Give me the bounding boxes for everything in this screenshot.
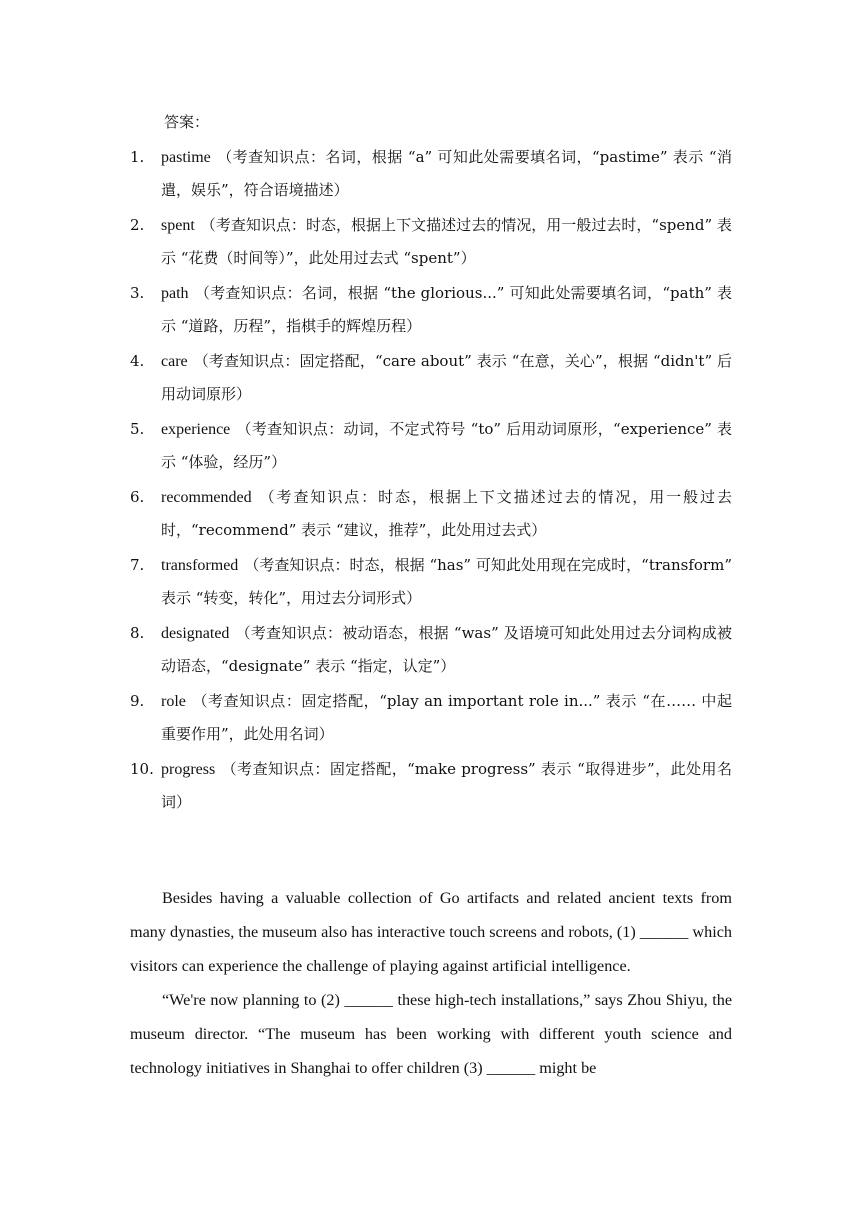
answer-item — [130, 481, 732, 547]
answer-number: 3. — [130, 284, 145, 302]
answer-word: recommended — [161, 489, 252, 506]
answer-word: experience — [161, 421, 231, 438]
answer-number: 6. — [130, 488, 145, 506]
passage-paragraph: Besides having a valuable collection of Go artifacts and related ancient texts from many dynasties, the museum also has interactive touch screens and robots, (1) ______ which visitors can experience the challenge of playing against artificial intelligence. — [130, 889, 732, 975]
answer-word: progress — [161, 761, 216, 778]
answer-number: 8. — [130, 624, 145, 642]
answer-item — [130, 413, 732, 479]
answer-item — [130, 209, 732, 275]
answer-list — [130, 141, 732, 821]
answer-number: 2. — [130, 216, 145, 234]
answer-item — [130, 345, 732, 411]
answer-item — [130, 617, 732, 683]
answer-explanation: （考查知识点：时态，根据上下文描述过去的情况，用一般过去时，“recommend” 表示 “建议，推荐”，此处用过去式） — [161, 488, 732, 539]
answer-item — [130, 141, 732, 207]
answer-explanation: （考查知识点：被动语态，根据 “was” 及语境可知此处用过去分词构成被动语态，“designate” 表示 “指定，认定”） — [161, 624, 732, 675]
answer-number: 1. — [130, 148, 145, 166]
answer-number: 4. — [130, 352, 145, 370]
answer-number: 7. — [130, 556, 145, 574]
answer-word: pastime — [161, 149, 211, 166]
answer-word: designated — [161, 625, 230, 642]
answer-number: 10. — [130, 760, 154, 778]
answer-item — [130, 753, 732, 819]
answer-heading: 答案： — [164, 113, 210, 131]
answer-explanation: （考查知识点：固定搭配，“make progress” 表示 “取得进步”，此处用名词） — [161, 760, 732, 811]
answer-number: 5. — [130, 420, 145, 438]
answer-explanation: （考查知识点：名词，根据 “a” 可知此处需要填名词，“pastime” 表示 “消遣，娱乐”，符合语境描述） — [161, 148, 732, 199]
passage-paragraph: “We're now planning to (2) ______ these high-tech installations,” says Zhou Shiyu, the museum director. “The museum has been working with different youth science and technology initiatives in Shanghai to offer children (3) ______ might be — [130, 991, 732, 1077]
answer-word: spent — [161, 217, 195, 234]
answer-word: care — [161, 353, 188, 370]
answer-word: role — [161, 693, 186, 710]
answer-word: path — [161, 285, 189, 302]
answer-explanation: （考查知识点：动词，不定式符号 “to” 后用动词原形，“experience” 表示 “体验，经历”） — [161, 420, 732, 471]
answer-number: 9. — [130, 692, 145, 710]
answer-item — [130, 685, 732, 751]
answer-word: transformed — [161, 557, 239, 574]
answer-explanation: （考查知识点：时态，根据上下文描述过去的情况，用一般过去时，“spend” 表示 “花费（时间等）”，此处用过去式 “spent”） — [161, 216, 732, 267]
reading-passage — [130, 881, 732, 1085]
answer-item — [130, 277, 732, 343]
answer-item — [130, 549, 732, 615]
answer-explanation: （考查知识点：固定搭配，“care about” 表示 “在意，关心”，根据 “didn't” 后用动词原形） — [161, 352, 732, 403]
answer-explanation: （考查知识点：名词，根据 “the glorious...” 可知此处需要填名词，“path” 表示 “道路，历程”，指棋手的辉煌历程） — [161, 284, 732, 335]
answer-explanation: （考查知识点：时态，根据 “has” 可知此处用现在完成时，“transform” 表示 “转变，转化”，用过去分词形式） — [161, 556, 732, 607]
answer-explanation: （考查知识点：固定搭配，“play an important role in...” 表示 “在…… 中起重要作用”，此处用名词） — [161, 692, 732, 743]
